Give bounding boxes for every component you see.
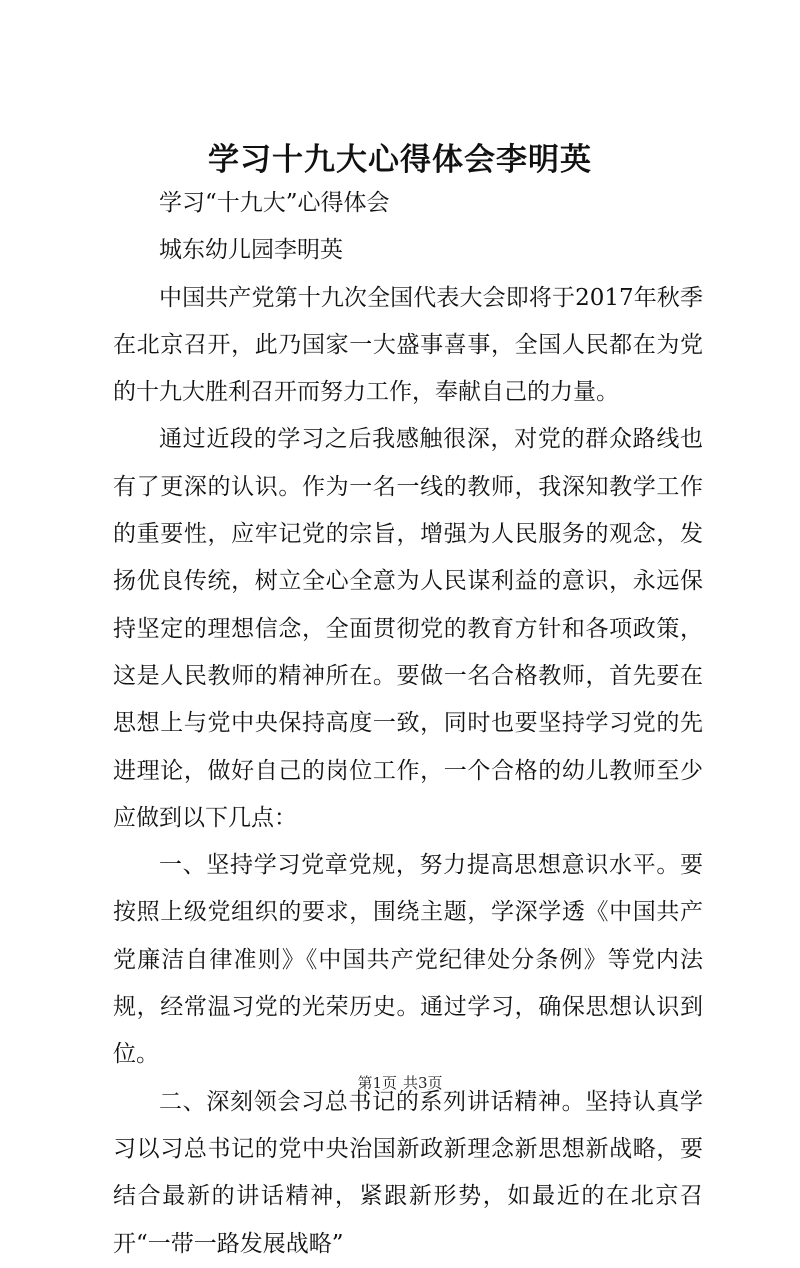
body-paragraph: 二、深刻领会习总书记的系列讲话精神。坚持认真学习以习总书记的党中央治国新政新理念新思想新战略，要结合最新的讲话精神，紧跟新形势，如最近的在北京召开“一带一路发展战略” [113, 1088, 703, 1257]
document-body [113, 180, 703, 1268]
body-paragraph: 中国共产党第十九次全国代表大会即将于2017年秋季在北京召开，此乃国家一大盛事喜事，全国人民都在为党的十九大胜利召开而努力工作，奉献自己的力量。 [113, 284, 703, 406]
body-paragraph: 一、坚持学习党章党规，努力提高思想意识水平。要按照上级党组织的要求，围绕主题，学深学透《中国共产党廉洁自律准则》《中国共产党纪律处分条例》等党内法规，经常温习党的光荣历史。通过学习，确保思想认识到位。 [113, 852, 703, 1068]
author-paragraph: 城东幼儿园李明英 [159, 237, 343, 264]
document-title: 学习十九大心得体会李明英 [208, 142, 592, 178]
page-number: 第1页 [357, 1074, 397, 1092]
page-total: 共3页 [403, 1074, 443, 1092]
body-paragraph: 通过近段的学习之后我感触很深，对党的群众路线也有了更深的认识。作为一名一线的教师，我深知教学工作的重要性，应牢记党的宗旨，增强为人民服务的观念，发扬优良传统，树立全心全意为人民谋利益的意识，永远保持坚定的理想信念，全面贯彻党的教育方针和各项政策，这是人民教师的精神所在。要做一名合格教师，首先要在思想上与党中央保持高度一致，同时也要坚持学习党的先进理论，做好自己的岗位工作，一个合格的幼儿教师至少应做到以下几点： [113, 426, 703, 831]
subtitle-paragraph: 学习“十九大”心得体会 [159, 190, 390, 216]
page-footer [0, 1072, 800, 1094]
